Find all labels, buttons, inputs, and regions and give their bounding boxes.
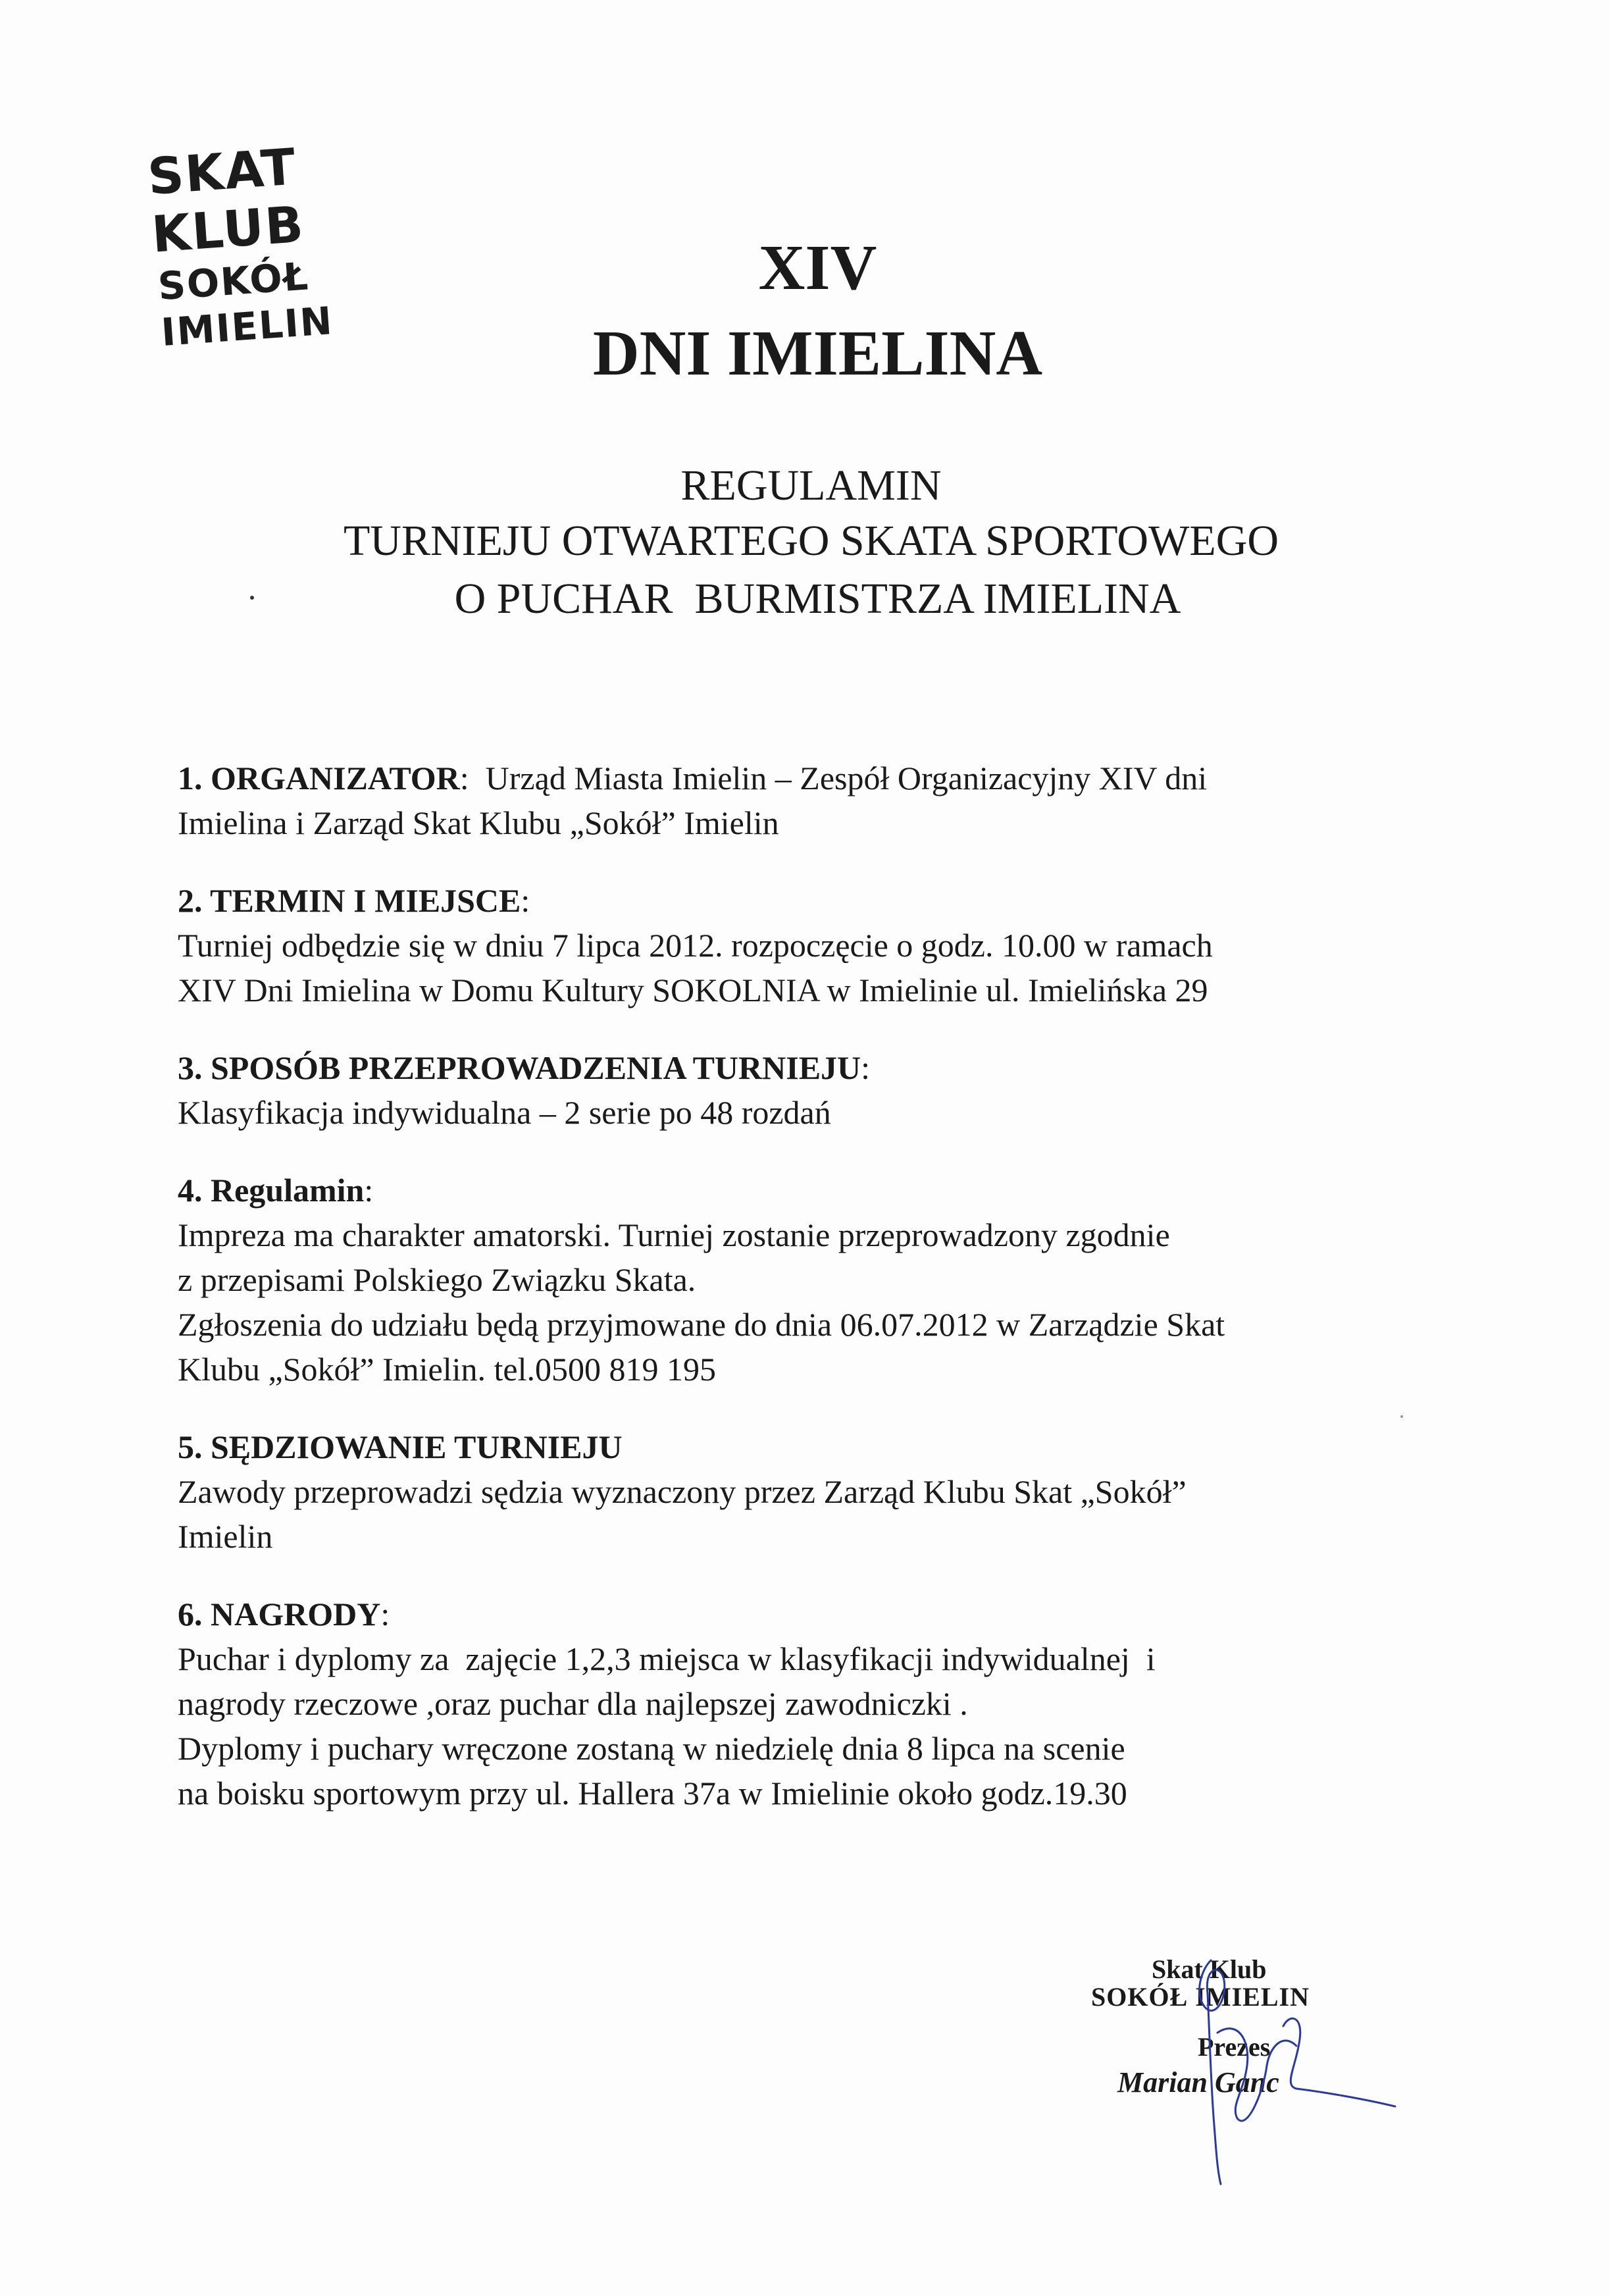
section-inline-text: Urząd Miasta Imielin – Zespół Organizacyjny XIV dni (469, 760, 1208, 796)
section-heading-line (178, 1592, 1428, 1636)
section-line: Klubu „Sokół” Imielin. tel.0500 819 195 (178, 1351, 716, 1388)
section-title-suffix: : (364, 1172, 374, 1209)
section-prizes (178, 1592, 1428, 1815)
section-heading-line (178, 1168, 1428, 1213)
edition-heading: XIV (758, 232, 877, 303)
section-title-suffix: : (380, 1596, 390, 1632)
section-line: Turniej odbędzie się w dniu 7 lipca 2012. rozpoczęcie o godz. 10.00 w ramach (178, 927, 1213, 964)
club-stamp-line2: SOKÓŁ IMIELIN (156, 253, 335, 355)
president-stamp-line2: SOKÓŁ IMIELIN (1091, 1982, 1310, 2012)
section-title: 6. NAGRODY (178, 1596, 381, 1632)
section-line: Puchar i dyplomy za zajęcie 1,2,3 miejsca w klasyfikacji indywidualnej i (178, 1640, 1156, 1677)
president-stamp-line3: Prezes (1198, 2032, 1271, 2062)
doc-type-heading: REGULAMIN (680, 461, 942, 509)
section-title-suffix: : (459, 760, 469, 796)
scan-dot-mark (250, 596, 254, 600)
scan-speck (1400, 1415, 1403, 1418)
section-line: Imielina i Zarząd Skat Klubu „Sokół” Imielin (178, 804, 779, 841)
section-heading-line (178, 1045, 1428, 1090)
section-heading-line (178, 756, 1428, 800)
section-organizer (178, 756, 1428, 845)
signature-block (1086, 1954, 1402, 2191)
president-stamp-line1: Skat Klub (1152, 1954, 1267, 1984)
section-title: 4. Regulamin (178, 1172, 365, 1209)
section-format (178, 1045, 1428, 1135)
section-title: 2. TERMIN I MIEJSCE (178, 882, 521, 919)
section-heading-line (178, 878, 1428, 923)
club-stamp-line1: SKAT KLUB (145, 137, 307, 264)
section-line: Imielin (178, 1518, 273, 1555)
event-heading: DNI IMIELINA (592, 318, 1043, 389)
section-line: Zawody przeprowadzi sędzia wyznaczony przez Zarząd Klubu Skat „Sokół” (178, 1473, 1187, 1510)
section-title-suffix: : (861, 1049, 871, 1086)
section-line: Zgłoszenia do udziału będą przyjmowane do dnia 06.07.2012 w Zarządzie Skat (178, 1306, 1225, 1343)
section-title-suffix: : (521, 882, 530, 919)
president-stamp-line4: Marian Ganc (1117, 2066, 1279, 2099)
section-heading-line (178, 1424, 1428, 1469)
regulation-sections (178, 756, 1428, 1848)
section-date-place (178, 878, 1428, 1012)
section-line: XIV Dni Imielina w Domu Kultury SOKOLNIA w Imielinie ul. Imielińska 29 (178, 972, 1208, 1008)
section-line: Impreza ma charakter amatorski. Turniej zostanie przeprowadzony zgodnie (178, 1216, 1170, 1253)
section-line: nagrody rzeczowe ,oraz puchar dla najlepszej zawodniczki . (178, 1685, 968, 1722)
section-line: na boisku sportowym przy ul. Hallera 37a w Imielinie około godz.19.30 (178, 1775, 1127, 1812)
section-title: 3. SPOSÓB PRZEPROWADZENIA TURNIEJU (178, 1049, 861, 1086)
section-title: 5. SĘDZIOWANIE TURNIEJU (178, 1428, 623, 1465)
subtitle-line1: TURNIEJU OTWARTEGO SKATA SPORTOWEGO (343, 517, 1279, 565)
handwritten-signature-icon (1086, 1954, 1402, 2191)
section-title: 1. ORGANIZATOR (178, 760, 460, 796)
section-line: Dyplomy i puchary wręczone zostaną w niedzielę dnia 8 lipca na scenie (178, 1730, 1125, 1767)
section-refereeing (178, 1424, 1428, 1559)
section-line: z przepisami Polskiego Związku Skata. (178, 1261, 696, 1298)
section-rules (178, 1168, 1428, 1392)
subtitle-line2: O PUCHAR BURMISTRZA IMIELINA (454, 575, 1181, 623)
section-line: Klasyfikacja indywidualna – 2 serie po 48 rozdań (178, 1094, 831, 1131)
